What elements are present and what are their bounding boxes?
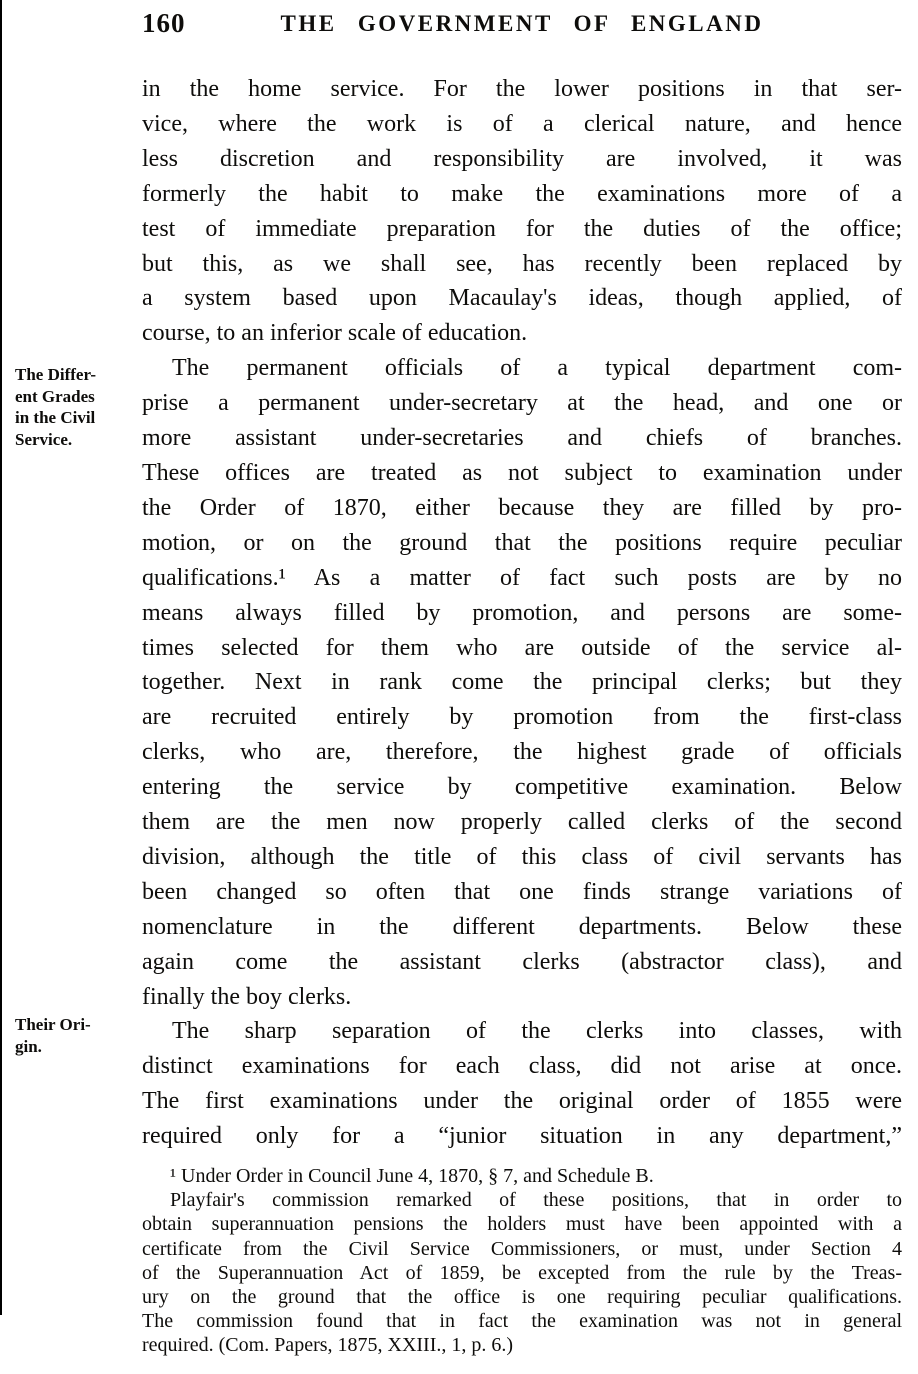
- margin-note-origin: Their Ori- gin.: [15, 1015, 91, 1056]
- footnote: ¹ Under Order in Council June 4, 1870, § 7, and Schedule B.: [170, 1165, 654, 1187]
- margin-note-grades: The Differ- ent Grades in the Civil Service.: [15, 365, 97, 449]
- footnote: Playfair's commission remarked of these positions, that in order to obtain superannuation pensions the holders must have been appointed with a certificate from the Civil Service Commissioners, or must, under Section 4 of the Superannuation Act of 1859, be excepted from the rule by the Treas- ury on the ground that the office is one requiring peculiar qualifications. The commission found that in fact the examination was not in general required. (Com. Papers, 1875, XXIII., 1, p. 6.): [142, 1189, 902, 1357]
- body-paragraph: The sharp separation of the clerks into classes, with distinct examinations for each class, did not arise at once. The first examinations under the original order of 1855 were required only for a “junior situation in any department,”: [142, 1018, 902, 1150]
- page-number: 160: [142, 8, 186, 38]
- footnotes-block: [142, 1164, 902, 1358]
- main-text-column: [142, 72, 902, 1154]
- body-paragraph: The permanent officials of a typical department com- prise a permanent under-secretary at the head, and one or more assistant under-secretaries and chiefs of branches. These offices are treated as not subject to examination under the Order of 1870, either because they are filled by pro- motion, or on the ground that the positions require peculiar qualifications.¹ As a matter of fact such posts are by no means always filled by promotion, and persons are some- times selected for them who are outside of the service al- together. Next in rank come the principal clerks; but they are recruited entirely by promotion from the first-class clerks, who are, therefore, the highest grade of officials entering the service by competitive examination. Below them are the men now properly called clerks of the second division, although the title of this class of civil servants has been changed so often that one finds strange variations of nomenclature in the different departments. Below these again come the assistant clerks (abstractor class), and finally the boy clerks.: [142, 355, 902, 1010]
- body-paragraph: in the home service. For the lower positions in that ser- vice, where the work is of a clerical nature, and hence less discretion and responsibility are involved, it was formerly the habit to make the examinations more of a test of immediate preparation for the duties of the office; but this, as we shall see, has recently been replaced by a system based upon Macaulay's ideas, though applied, of course, to an inferior scale of education.: [142, 76, 902, 347]
- running-header: THE GOVERNMENT OF ENGLAND: [280, 11, 764, 36]
- scan-edge-artifact: [0, 0, 2, 1315]
